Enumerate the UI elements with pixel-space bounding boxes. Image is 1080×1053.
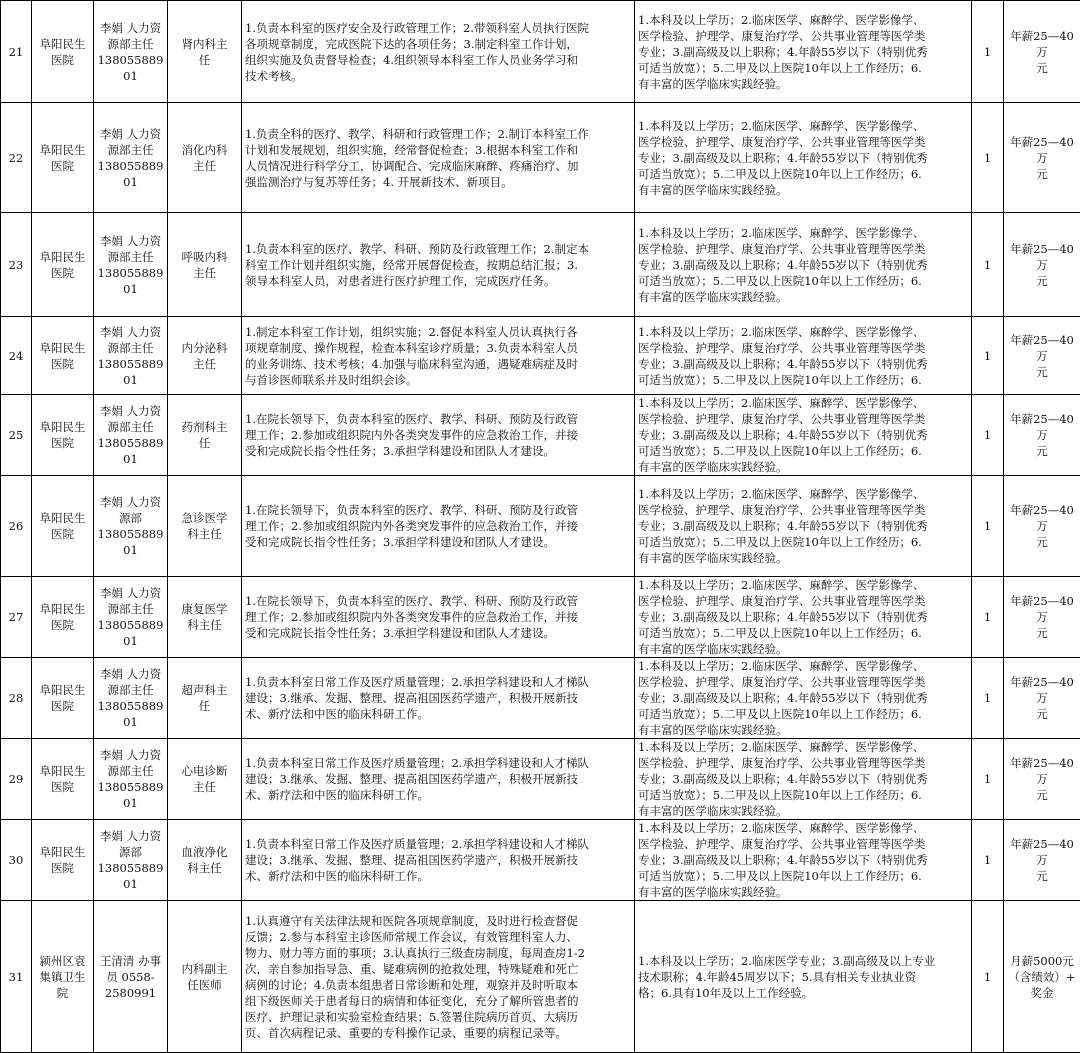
requirement-line: 有丰富的医学临床实践经验。 [638,182,968,198]
row-number-cell: 21 [1,1,32,103]
contact-cell [94,317,168,395]
contact-line: 源部主任 [97,763,164,779]
contact-line: 13805588901 [97,435,164,467]
position-line: 主任 [171,356,238,372]
unit-line: 阜阳民生 [35,510,90,526]
unit-line: 阜阳民生 [35,340,90,356]
duty-line: 1.认真遵守有关法律法规和医院各项规章制度，及时进行检查督促 [245,913,631,929]
contact-line: 李娟 人力资 [97,828,164,844]
duty-line: 项规章制度、操作规程，检查本科室诊疗质量；3.负责本科室人员 [245,340,631,356]
salary-line: 奖金 [1007,985,1077,1001]
contact-cell [94,395,168,476]
position-line: 肾内科主 [171,36,238,52]
position-line: 科主任 [171,860,238,876]
requirement-cell [635,901,972,1053]
requirement-line: 1.本科及以上学历；2.临床医学、麻醉学、医学影像学、 [638,225,968,241]
unit-line: 医院 [35,265,90,281]
duty-line: 受和完成院长指令性任务；3.承担学科建设和团队人才建设。 [245,534,631,550]
contact-cell [94,901,168,1053]
salary-cell [1004,1,1080,103]
row-number-cell: 27 [1,577,32,658]
duty-line: 与首诊医师联系并及时组织会诊。 [245,372,631,388]
contact-line: 王清清 办事 [97,953,164,969]
row-number-cell: 28 [1,658,32,739]
contact-cell [94,103,168,213]
unit-line: 阜阳民生 [35,844,90,860]
table-row [1,577,1080,658]
table-row [1,317,1080,395]
unit-line: 院 [35,985,90,1001]
requirement-line: 有丰富的医学临床实践经验。 [638,550,968,566]
salary-line: 年薪25—40万 [1007,332,1077,364]
contact-line: 源部主任 [97,249,164,265]
position-line: 任 [171,698,238,714]
duty-cell [242,317,635,395]
unit-line: 医院 [35,356,90,372]
contact-line: 李娟 人力资 [97,403,164,419]
contact-line: 源部主任 [97,601,164,617]
contact-line: 源部 [97,510,164,526]
duty-cell [242,213,635,317]
duty-line: 的业务训练、技术考核；4.加强与临床科室沟通，遇疑难病症及时 [245,356,631,372]
contact-cell [94,739,168,820]
position-line: 任 [171,435,238,451]
salary-line: 元 [1007,443,1077,459]
duty-cell [242,577,635,658]
requirement-line: 有丰富的医学临床实践经验。 [638,722,968,738]
requirement-line: 可适当放宽）；5.二甲及以上医院10年以上工作经历；6. [638,868,968,884]
headcount-cell: 1 [972,317,1004,395]
contact-cell [94,476,168,577]
position-cell [168,901,242,1053]
salary-cell [1004,658,1080,739]
salary-line: 元 [1007,868,1077,884]
position-cell [168,103,242,213]
headcount-cell: 1 [972,577,1004,658]
duty-line: 人员情况进行科学分工，协调配合、完成临床麻醉、疼痛治疗、加 [245,158,631,174]
requirement-line: 1.本科及以上学历；2.临床医学、麻醉学、医学影像学、 [638,118,968,134]
requirement-line: 1.本科及以上学历；2.临床医学、麻醉学、医学影像学、 [638,577,968,593]
unit-line: 医院 [35,779,90,795]
requirement-cell [635,476,972,577]
requirement-line: 可适当放宽）；5.二甲及以上医院10年以上工作经历；6. [638,625,968,641]
duty-line: 建设；3.继承、发掘、整理、提高祖国医药学遗产，积极开展新技 [245,852,631,868]
requirement-line: 医学检验、护理学、康复治疗学、公共事业管理等医学类 [638,134,968,150]
salary-cell [1004,476,1080,577]
table-row [1,820,1080,901]
duty-line: 病例的讨论；4.负责本组患者日常诊断和处理，观察并及时听取本 [245,977,631,993]
position-line: 血液净化 [171,844,238,860]
duty-line: 1.制定本科室工作计划，组织实施；2.督促本科室人员认真执行各 [245,324,631,340]
unit-line: 医院 [35,158,90,174]
contact-line: 13805588901 [97,860,164,892]
salary-line: 年薪25—40万 [1007,134,1077,166]
position-line: 心电诊断 [171,763,238,779]
requirement-line: 有丰富的医学临床实践经验。 [638,289,968,305]
position-line: 任 [171,52,238,68]
requirement-line: 1.本科及以上学历；2.临床医学、麻醉学、医学影像学、 [638,12,968,28]
requirement-line: 1.本科及以上学历；2.临床医学专业；3.副高级及以上专业 [638,953,968,969]
requirement-line: 专业；3.副高级及以上职称；4.年龄55岁以下（特别优秀 [638,852,968,868]
position-line: 药剂科主 [171,419,238,435]
unit-line: 阜阳民生 [35,419,90,435]
duty-line: 技术考核。 [245,68,631,84]
duty-line: 强监测治疗与复苏等任务；4. 开展新技术、新项目。 [245,174,631,190]
contact-line: 13805588901 [97,265,164,297]
contact-line: 13805588901 [97,526,164,558]
unit-line: 阜阳民生 [35,249,90,265]
contact-line: 源部主任 [97,340,164,356]
requirement-cell [635,577,972,658]
unit-cell [32,820,94,901]
position-cell [168,739,242,820]
unit-line: 阜阳民生 [35,142,90,158]
position-line: 急诊医学 [171,510,238,526]
requirement-line: 医学检验、护理学、康复治疗学、公共事业管理等医学类 [638,241,968,257]
duty-line: 反馈；2.参与本科室主诊医师常规工作会议，有效管理科室人力、 [245,929,631,945]
table-row [1,213,1080,317]
contact-cell [94,213,168,317]
position-cell [168,1,242,103]
salary-cell [1004,395,1080,476]
requirement-line: 可适当放宽）；5.二甲及以上医院10年以上工作经历；6. [638,534,968,550]
table-row [1,739,1080,820]
headcount-cell: 1 [972,901,1004,1053]
unit-line: 颍州区袁 [35,953,90,969]
contact-line: 源部主任 [97,419,164,435]
contact-line: 李娟 人力资 [97,666,164,682]
requirement-line: 医学检验、护理学、康复治疗学、公共事业管理等医学类 [638,836,968,852]
unit-cell [32,658,94,739]
position-line: 呼吸内科 [171,249,238,265]
requirement-cell [635,213,972,317]
position-cell [168,395,242,476]
headcount-cell: 1 [972,213,1004,317]
contact-line: 源部主任 [97,682,164,698]
duty-line: 建设；3.继承、发掘、整理、提高祖国医药学遗产，积极开展新技 [245,771,631,787]
unit-line: 阜阳民生 [35,682,90,698]
salary-cell [1004,213,1080,317]
requirement-line: 可适当放宽）；5.二甲及以上医院10年以上工作经历；6. [638,60,968,76]
requirement-cell [635,317,972,395]
duty-cell [242,820,635,901]
duty-line: 物力、财力等方面的事项；3.认真执行三级查房制度，每周查房1-2 [245,945,631,961]
duty-line: 1.负责全科的医疗、教学、科研和行政管理工作；2.制订本科室工作 [245,126,631,142]
position-cell [168,820,242,901]
requirement-line: 1.本科及以上学历；2.临床医学、麻醉学、医学影像学、 [638,395,968,411]
duty-line: 1.在院长领导下，负责本科室的医疗、教学、科研、预防及行政管 [245,502,631,518]
requirement-line: 医学检验、护理学、康复治疗学、公共事业管理等医学类 [638,593,968,609]
duty-line: 次，亲自参加指导急、重、疑难病例的抢救处理，特殊疑难和死亡 [245,961,631,977]
salary-line: 元 [1007,625,1077,641]
row-number-cell: 23 [1,213,32,317]
headcount-cell: 1 [972,103,1004,213]
duty-line: 1.负责本科室的医疗安全及行政管理工作；2.带领科室人员执行医院 [245,20,631,36]
duty-line: 术、新疗法和中医的临床科研工作。 [245,868,631,884]
position-line: 主任 [171,265,238,281]
requirement-cell [635,820,972,901]
salary-cell [1004,317,1080,395]
requirement-line: 格；6.具有10年及以上工作经验。 [638,985,968,1001]
requirement-line: 1.本科及以上学历；2.临床医学、麻醉学、医学影像学、 [638,658,968,674]
duty-line: 建设；3.继承、发掘、整理、提高祖国医药学遗产，积极开展新技 [245,690,631,706]
salary-line: 年薪25—40万 [1007,755,1077,787]
contact-line: 李娟 人力资 [97,233,164,249]
contact-line: 李娟 人力资 [97,126,164,142]
position-cell [168,213,242,317]
requirement-line: 1.本科及以上学历；2.临床医学、麻醉学、医学影像学、 [638,486,968,502]
contact-line: 李娟 人力资 [97,585,164,601]
contact-line: 李娟 人力资 [97,324,164,340]
requirement-line: 技术职称；4.年龄45周岁以下；5.具有相关专业执业资 [638,969,968,985]
salary-line: 元 [1007,60,1077,76]
contact-line: 13805588901 [97,356,164,388]
salary-line: 年薪25—40万 [1007,502,1077,534]
salary-cell [1004,901,1080,1053]
salary-line: 元 [1007,706,1077,722]
position-line: 消化内科 [171,142,238,158]
requirement-line: 医学检验、护理学、康复治疗学、公共事业管理等医学类 [638,28,968,44]
unit-cell [32,213,94,317]
position-line: 康复医学 [171,601,238,617]
requirement-line: 专业；3.副高级及以上职称；4.年龄55岁以下（特别优秀 [638,690,968,706]
position-line: 内分泌科 [171,340,238,356]
requirement-line: 专业；3.副高级及以上职称；4.年龄55岁以下（特别优秀 [638,150,968,166]
requirement-cell [635,1,972,103]
duty-line: 1.负责本科室日常工作及医疗质量管理；2.承担学科建设和人才梯队 [245,836,631,852]
table-row [1,395,1080,476]
requirement-line: 专业；3.副高级及以上职称；4.年龄55岁以下（特别优秀 [638,257,968,273]
requirement-line: 可适当放宽）；5.二甲及以上医院10年以上工作经历；6. [638,443,968,459]
salary-cell [1004,820,1080,901]
requirement-line: 有丰富的医学临床实践经验。 [638,459,968,475]
unit-cell [32,577,94,658]
position-cell [168,577,242,658]
unit-cell [32,739,94,820]
duty-cell [242,476,635,577]
contact-line: 13805588901 [97,158,164,190]
requirement-cell [635,658,972,739]
duty-cell [242,901,635,1053]
contact-line: 源部主任 [97,36,164,52]
position-cell [168,658,242,739]
headcount-cell: 1 [972,739,1004,820]
duty-cell [242,739,635,820]
salary-cell [1004,739,1080,820]
position-line: 超声科主 [171,682,238,698]
unit-line: 集镇卫生 [35,969,90,985]
requirement-line: 1.本科及以上学历；2.临床医学、麻醉学、医学影像学、 [638,820,968,836]
table-row [1,901,1080,1053]
duty-line: 医疗、护理记录和实验室检查结果；5.签署住院病历首页、大病历 [245,1009,631,1025]
requirement-line: 可适当放宽）；5.二甲及以上医院10年以上工作经历；6. [638,372,968,388]
position-line: 科主任 [171,526,238,542]
requirement-cell [635,103,972,213]
unit-cell [32,395,94,476]
requirement-line: 有丰富的医学临床实践经验。 [638,76,968,92]
unit-line: 阜阳民生 [35,763,90,779]
headcount-cell: 1 [972,1,1004,103]
headcount-cell: 1 [972,395,1004,476]
duty-line: 受和完成院长指令性任务；3.承担学科建设和团队人才建设。 [245,443,631,459]
requirement-line: 专业；3.副高级及以上职称；4.年龄55岁以下（特别优秀 [638,356,968,372]
unit-line: 医院 [35,698,90,714]
requirement-line: 专业；3.副高级及以上职称；4.年龄55岁以下（特别优秀 [638,427,968,443]
contact-line: 13805588901 [97,698,164,730]
row-number-cell: 25 [1,395,32,476]
salary-line: 元 [1007,166,1077,182]
duty-line: 页、首次病程记录、重要的专科操作记录、重要的病程记录等。 [245,1025,631,1041]
row-number-cell: 30 [1,820,32,901]
duty-line: 术、新疗法和中医的临床科研工作。 [245,787,631,803]
requirement-line: 有丰富的医学临床实践经验。 [638,884,968,900]
duty-line: 受和完成院长指令性任务；3.承担学科建设和团队人才建设。 [245,625,631,641]
duty-line: 计划和发展规划，组织实施，经常督促检查；3.根据本科室工作和 [245,142,631,158]
salary-line: 元 [1007,787,1077,803]
duty-line: 理工作；2.参加或组织院内外各类突发事件的应急救治工作，并接 [245,609,631,625]
position-cell [168,476,242,577]
contact-line: 2580991 [97,985,164,1001]
duty-line: 科室工作计划并组织实施，经常开展督促检查，按期总结汇报；3. [245,257,631,273]
table-row [1,1,1080,103]
contact-line: 李娟 人力资 [97,747,164,763]
position-line: 科主任 [171,617,238,633]
unit-cell [32,103,94,213]
salary-cell [1004,577,1080,658]
duty-line: 理工作；2.参加或组织院内外各类突发事件的应急救治工作，并接 [245,427,631,443]
salary-line: 月薪5000元 [1007,953,1077,969]
requirement-line: 专业；3.副高级及以上职称；4.年龄55岁以下（特别优秀 [638,609,968,625]
contact-cell [94,1,168,103]
requirement-line: 专业；3.副高级及以上职称；4.年龄55岁以下（特别优秀 [638,771,968,787]
row-number-cell: 29 [1,739,32,820]
duty-line: 组织实施及负责督导检查；4.组织领导本科室工作人员业务学习和 [245,52,631,68]
salary-cell [1004,103,1080,213]
salary-line: 年薪25—40万 [1007,593,1077,625]
unit-cell [32,901,94,1053]
duty-line: 领导本科室人员，对患者进行医疗护理工作，完成医疗任务。 [245,273,631,289]
headcount-cell: 1 [972,476,1004,577]
duty-cell [242,658,635,739]
row-number-cell: 31 [1,901,32,1053]
requirement-line: 有丰富的医学临床实践经验。 [638,641,968,657]
requirement-line: 可适当放宽）；5.二甲及以上医院10年以上工作经历；6. [638,787,968,803]
table-row [1,476,1080,577]
requirement-line: 专业；3.副高级及以上职称；4.年龄55岁以下（特别优秀 [638,518,968,534]
row-number-cell: 24 [1,317,32,395]
contact-cell [94,577,168,658]
requirement-line: 有丰富的医学临床实践经验。 [638,803,968,819]
contact-cell [94,658,168,739]
contact-line: 李娟 人力资 [97,20,164,36]
duty-line: 组下级医师关于患者每日的病情和体征变化，充分了解所管患者的 [245,993,631,1009]
contact-line: 源部主任 [97,142,164,158]
unit-line: 医院 [35,617,90,633]
requirement-line: 医学检验、护理学、康复治疗学、公共事业管理等医学类 [638,755,968,771]
salary-line: 年薪25—40万 [1007,411,1077,443]
position-line: 任医师 [171,977,238,993]
unit-line: 医院 [35,52,90,68]
table-body [1,1,1080,1053]
salary-line: 元 [1007,534,1077,550]
requirement-line: 1.本科及以上学历；2.临床医学、麻醉学、医学影像学、 [638,324,968,340]
requirement-line: 可适当放宽）；5.二甲及以上医院10年以上工作经历；6. [638,706,968,722]
duty-line: 1.负责本科室日常工作及医疗质量管理；2.承担学科建设和人才梯队 [245,674,631,690]
duty-cell [242,103,635,213]
duty-cell [242,395,635,476]
unit-line: 阜阳民生 [35,36,90,52]
headcount-cell: 1 [972,820,1004,901]
requirement-line: 医学检验、护理学、康复治疗学、公共事业管理等医学类 [638,411,968,427]
contact-line: 13805588901 [97,52,164,84]
contact-cell [94,820,168,901]
table-row [1,658,1080,739]
contact-line: 13805588901 [97,779,164,811]
contact-line: 源部 [97,844,164,860]
salary-line: 年薪25—40万 [1007,836,1077,868]
table-row [1,103,1080,213]
salary-line: 年薪25—40万 [1007,28,1077,60]
unit-line: 医院 [35,860,90,876]
duty-line: 1.在院长领导下，负责本科室的医疗、教学、科研、预防及行政管 [245,593,631,609]
salary-line: 年薪25—40万 [1007,241,1077,273]
unit-cell [32,317,94,395]
salary-line: （含绩效）+ [1007,969,1077,985]
requirement-line: 可适当放宽）；5.二甲及以上医院10年以上工作经历；6. [638,273,968,289]
unit-cell [32,476,94,577]
duty-line: 各项规章制度，完成医院下达的各项任务；3.制定科室工作计划， [245,36,631,52]
unit-line: 医院 [35,526,90,542]
requirement-line: 专业；3.副高级及以上职称；4.年龄55岁以下（特别优秀 [638,44,968,60]
position-line: 主任 [171,158,238,174]
requirement-line: 1.本科及以上学历；2.临床医学、麻醉学、医学影像学、 [638,739,968,755]
salary-line: 年薪25—40万 [1007,674,1077,706]
duty-line: 理工作；2.参加或组织院内外各类突发事件的应急救治工作，并接 [245,518,631,534]
requirement-line: 医学检验、护理学、康复治疗学、公共事业管理等医学类 [638,674,968,690]
salary-line: 元 [1007,273,1077,289]
requirement-line: 医学检验、护理学、康复治疗学、公共事业管理等医学类 [638,502,968,518]
duty-line: 术、新疗法和中医的临床科研工作。 [245,706,631,722]
duty-line: 1.负责本科室日常工作及医疗质量管理；2.承担学科建设和人才梯队 [245,755,631,771]
unit-line: 阜阳民生 [35,601,90,617]
headcount-cell: 1 [972,658,1004,739]
duty-line: 1.在院长领导下，负责本科室的医疗、教学、科研、预防及行政管 [245,411,631,427]
position-line: 主任 [171,779,238,795]
row-number-cell: 22 [1,103,32,213]
duty-cell [242,1,635,103]
unit-cell [32,1,94,103]
unit-line: 医院 [35,435,90,451]
requirement-cell [635,739,972,820]
contact-line: 13805588901 [97,617,164,649]
row-number-cell: 26 [1,476,32,577]
contact-line: 李娟 人力资 [97,494,164,510]
contact-line: 员 0558- [97,969,164,985]
requirement-line: 可适当放宽）；5.二甲及以上医院10年以上工作经历；6. [638,166,968,182]
position-cell [168,317,242,395]
salary-line: 元 [1007,364,1077,380]
requirement-cell [635,395,972,476]
position-line: 内科副主 [171,961,238,977]
requirement-line: 医学检验、护理学、康复治疗学、公共事业管理等医学类 [638,340,968,356]
duty-line: 1.负责本科室的医疗、教学、科研、预防及行政管理工作；2.制定本 [245,241,631,257]
